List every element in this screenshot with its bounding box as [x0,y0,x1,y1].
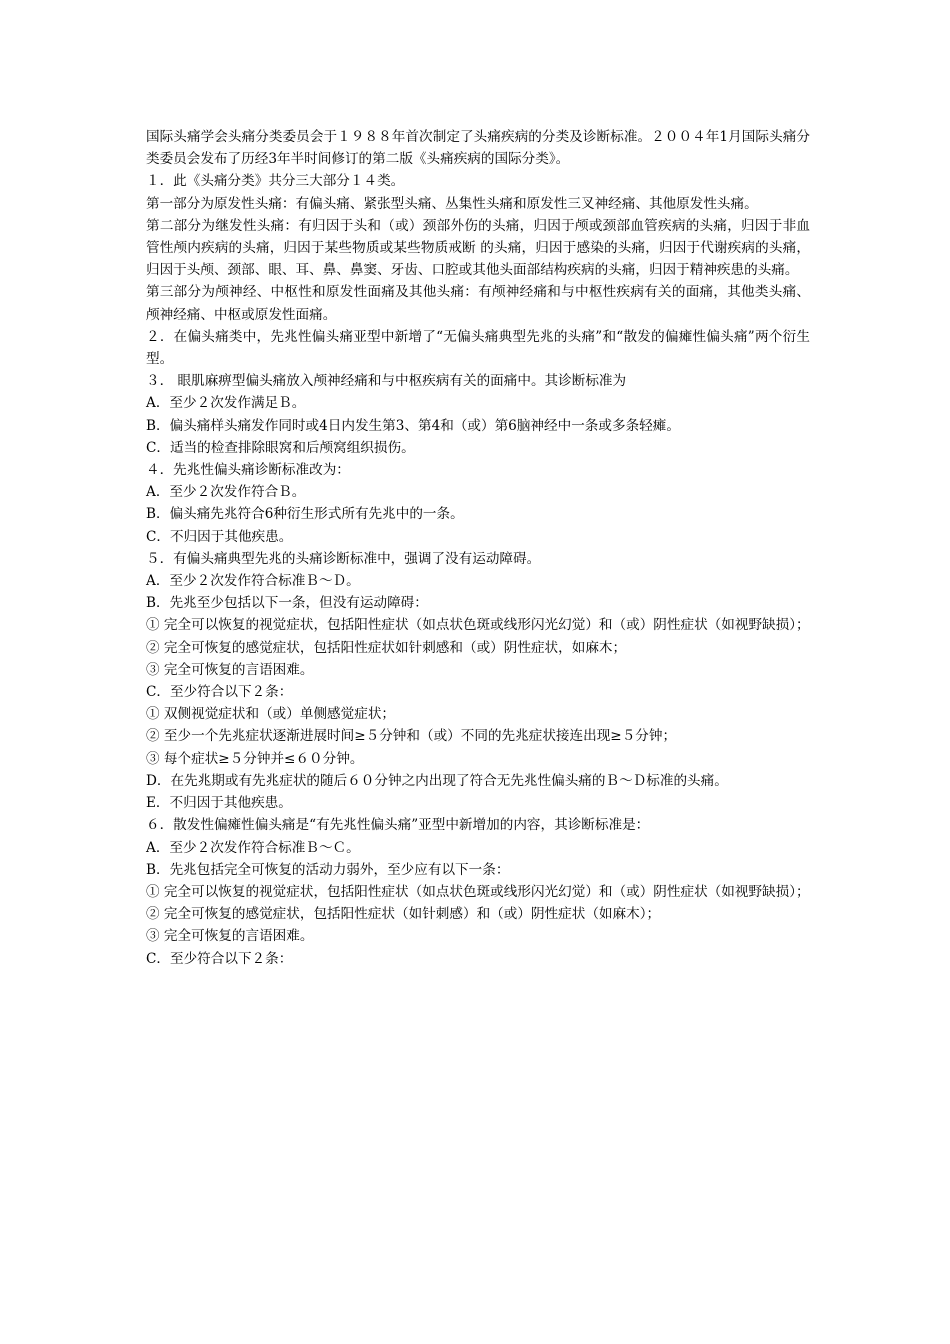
list-item: B．先兆包括完全可恢复的活动力弱外，至少应有以下一条： [146,861,510,878]
paragraph: 第三部分为颅神经、中枢性和原发性面痛及其他头痛：有颅神经痛和与中枢性疾病有关的面痛，其他类头痛、颅神经痛、中枢或原发性面痛。 [146,284,810,323]
list-item: B．偏头痛先兆符合6种衍生形式所有先兆中的一条。 [146,506,464,523]
sub-list-item: ② 完全可恢复的感觉症状，包括阳性症状（如针刺感）和（或）阴性症状（如麻木）； [146,906,661,923]
paragraph: ４．先兆性偏头痛诊断标准改为： [146,462,350,479]
paragraph: ５．有偏头痛典型先兆的头痛诊断标准中，强调了没有运动障碍。 [146,550,541,567]
intro-paragraph: 国际头痛学会头痛分类委员会于１９８８年首次制定了头痛疾病的分类及诊断标准。２００４年1月国际头痛分类委员会发布了历经3年半时间修订的第二版《头痛疾病的国际分类》。 [146,129,810,168]
paragraph: 第一部分为原发性头痛：有偏头痛、紧张型头痛、丛集性头痛和原发性三叉神经痛、其他原发性头痛。 [146,195,758,212]
list-item: C．适当的检查排除眼窝和后颅窝组织损伤。 [146,439,415,456]
sub-list-item: ① 完全可以恢复的视觉症状，包括阳性症状（如点状色斑或线形闪光幻觉）和（或）阴性症状（如视野缺损）； [146,883,810,900]
sub-list-item: ② 至少一个先兆症状逐渐进展时间≥５分钟和（或）不同的先兆症状接连出现≥５分钟； [146,728,677,745]
list-item: B．偏头痛样头痛发作同时或4日内发生第3、第4和（或）第6脑神经中一条或多条轻瘫。 [146,417,680,434]
list-item: D．在先兆期或有先兆症状的随后６０分钟之内出现了符合无先兆性偏头痛的Ｂ～Ｄ标准的头痛。 [146,772,728,789]
paragraph: 第二部分为继发性头痛：有归因于头和（或）颈部外伤的头痛，归因于颅或颈部血管疾病的头痛，归因于非血管性颅内疾病的头痛，归因于某些物质或某些物质戒断 的头痛，归因于感染的头痛，归因于代谢疾病的头痛，归因于头颅、颈部、眼、耳、鼻、鼻窦、牙齿、口腔或其他头面部结构疾病的头痛，归因于精神疾患的头痛。 [146,217,810,279]
list-item: C．不归因于其他疾患。 [146,528,293,545]
list-item: A．至少２次发作满足Ｂ。 [146,395,306,412]
paragraph: ６．散发性偏瘫性偏头痛是“有先兆性偏头痛”亚型中新增加的内容，其诊断标准是： [146,817,650,834]
list-item: B．先兆至少包括以下一条，但没有运动障碍： [146,595,428,612]
sub-list-item: ③ 完全可恢复的言语困难。 [146,661,314,678]
document-page [146,126,810,970]
sub-list-item: ① 完全可以恢复的视觉症状，包括阳性症状（如点状色斑或线形闪光幻觉）和（或）阴性症状（如视野缺损）； [146,617,810,634]
list-item: A．至少２次发作符合标准Ｂ～Ｄ。 [146,573,360,590]
sub-list-item: ① 双侧视觉症状和（或）单侧感觉症状； [146,706,396,723]
list-item: A．至少２次发作符合标准Ｂ～Ｃ。 [146,839,360,856]
list-item: C．至少符合以下２条： [146,950,293,967]
list-item: C．至少符合以下２条： [146,684,293,701]
sub-list-item: ③ 每个症状≥５分钟并≤６０分钟。 [146,750,364,767]
sub-list-item: ③ 完全可恢复的言语困难。 [146,928,314,945]
paragraph: １．此《头痛分类》共分三大部分１４类。 [146,173,405,190]
list-item: E．不归因于其他疾患。 [146,795,292,812]
paragraph: ３． 眼肌麻痹型偏头痛放入颅神经痛和与中枢疾病有关的面痛中。其诊断标准为 [146,373,627,390]
list-item: A．至少２次发作符合Ｂ。 [146,484,306,501]
sub-list-item: ② 完全可恢复的感觉症状，包括阳性症状如针刺感和（或）阴性症状，如麻木； [146,639,627,656]
paragraph: ２．在偏头痛类中，先兆性偏头痛亚型中新增了“无偏头痛典型先兆的头痛”和“散发的偏瘫性偏头痛”两个衍生型。 [146,328,810,368]
